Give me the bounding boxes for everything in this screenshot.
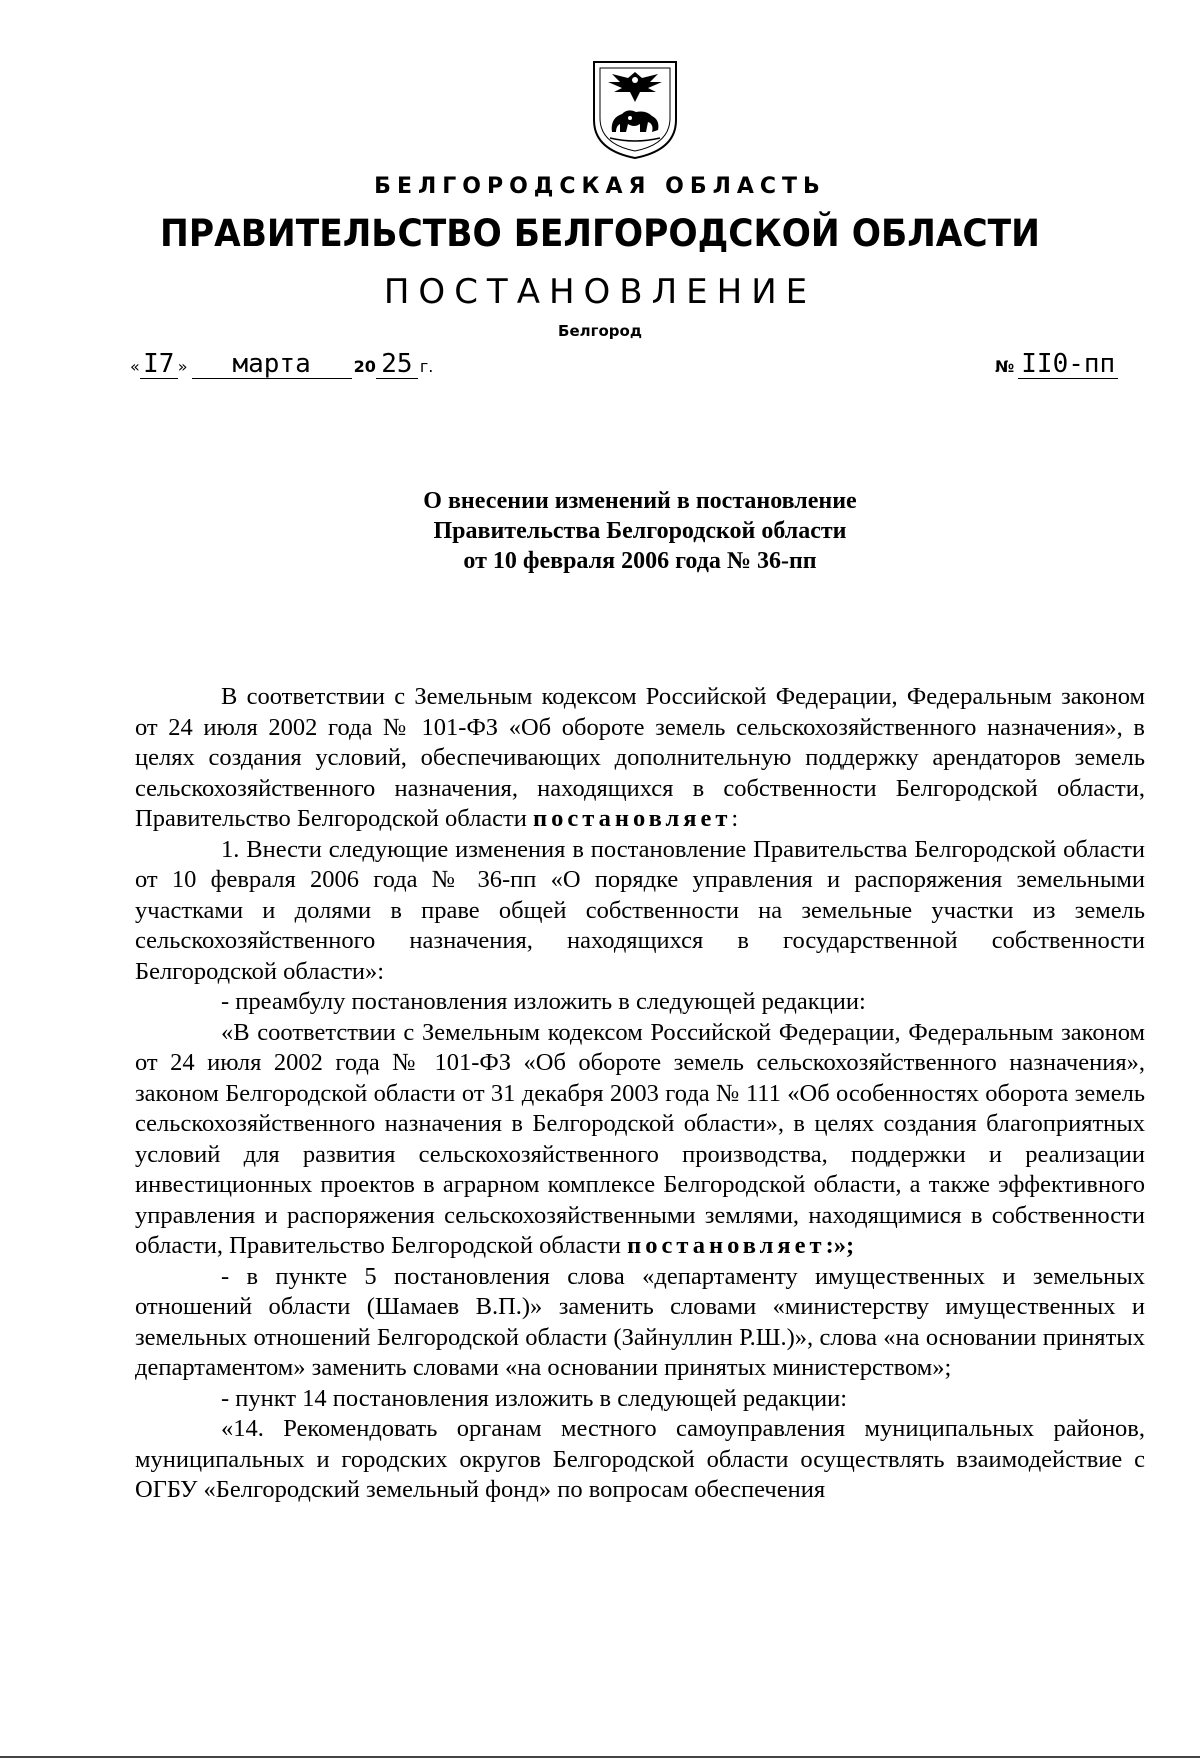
city-name: Белгород [558, 322, 642, 340]
date-year: 25 [376, 350, 418, 379]
quoted-preamble-paragraph [135, 1018, 1145, 1262]
date-month: марта [192, 350, 352, 379]
document-body [135, 682, 1145, 1506]
subitem-preamble: - преамбулу постановления изложить в следующей редакции: [221, 988, 866, 1015]
number-label: № [995, 357, 1015, 376]
date-year-suffix: г. [419, 357, 434, 376]
quoted-preamble-text: «В соответствии с Земельным кодексом Российской Федерации, Федеральным законом от 24 июля 2002 года № 101-ФЗ «Об обороте земель сельскохозяйственного назначения», законом Белгородской области от 31 декабря 2003 года № 111 «Об особенностях оборота земель сельскохозяйственного назначения в Белгородской области», в целях создания благоприятных условий для развития сельскохозяйственного производства, поддержки и реализации инвестиционных проектов в аграрном комплексе Белгородской области, а также эффективного управления и распоряжения сельскохозяйственными землями, находящимися в собственности области, Правительство Белгородской области [135, 1018, 1145, 1259]
date-day: I7 [140, 350, 178, 379]
government-name: ПРАВИТЕЛЬСТВО БЕЛГОРОДСКОЙ ОБЛАСТИ [160, 212, 1040, 255]
decree-colon: : [731, 805, 739, 832]
document-type: ПОСТАНОВЛЕНИЕ [383, 272, 817, 312]
region-name: БЕЛГОРОДСКАЯ ОБЛАСТЬ [374, 174, 826, 199]
item-1-paragraph: 1. Внести следующие изменения в постановление Правительства Белгородской области от 10 февраля 2006 года № 36-пп «О порядке управления и распоряжения земельными участками и долями в праве общей собственности на земельные участки из земель сельскохозяйственного назначения, находящихся в государственной собственности Белгородской области»: [135, 835, 1145, 985]
preamble-paragraph [135, 682, 1145, 835]
preamble-text: В соответствии с Земельным кодексом Российской Федерации, Федеральным законом от 24 июля 2002 года № 101-ФЗ «Об обороте земель сельскохозяйственного назначения», в целях создания условий, обеспечивающих дополнительную поддержку арендаторов земель сельскохозяйственного назначения, находящихся в собственности Белгородской области, Правительство Белгородской области [135, 683, 1145, 832]
subitem-point-5: - в пункте 5 постановления слова «департаменту имущественных и земельных отношений области (Шамаев В.П.)» заменить словами «министерству имущественных и земельных отношений Белгородской области (Зайнуллин Р.Ш.)», слова «на основании принятых департаментом» заменить словами «на основании принятых министерством»; [135, 1262, 1145, 1381]
number-value: II0-пп [1018, 350, 1118, 379]
quoted-decree-word: постановляет [627, 1232, 826, 1259]
quoted-point-14: «14. Рекомендовать органам местного самоуправления муниципальных районов, муниципальных и городских округов Белгородской области осуществлять взаимодействие с ОГБУ «Белгородский земельный фонд» по вопросам обеспечения [135, 1415, 1145, 1503]
title-line-2: Правительства Белгородской области [433, 518, 847, 544]
page-bottom-rule [0, 1756, 1200, 1758]
document-number [995, 350, 1118, 379]
date-year-prefix: 20 [353, 357, 376, 376]
date-close-quote: » [177, 357, 188, 376]
date-open-quote: « [130, 357, 140, 376]
title-line-1: О внесении изменений в постановление [423, 488, 857, 514]
coat-of-arms-icon [590, 58, 680, 162]
quoted-decree-end: :»; [825, 1232, 855, 1259]
title-line-3: от 10 февраля 2006 года № 36-пп [463, 548, 817, 574]
document-title [0, 486, 1200, 576]
document-date [130, 350, 433, 379]
subitem-point-14: - пункт 14 постановления изложить в следующей редакции: [221, 1384, 848, 1412]
decree-word: постановляет [533, 805, 732, 832]
